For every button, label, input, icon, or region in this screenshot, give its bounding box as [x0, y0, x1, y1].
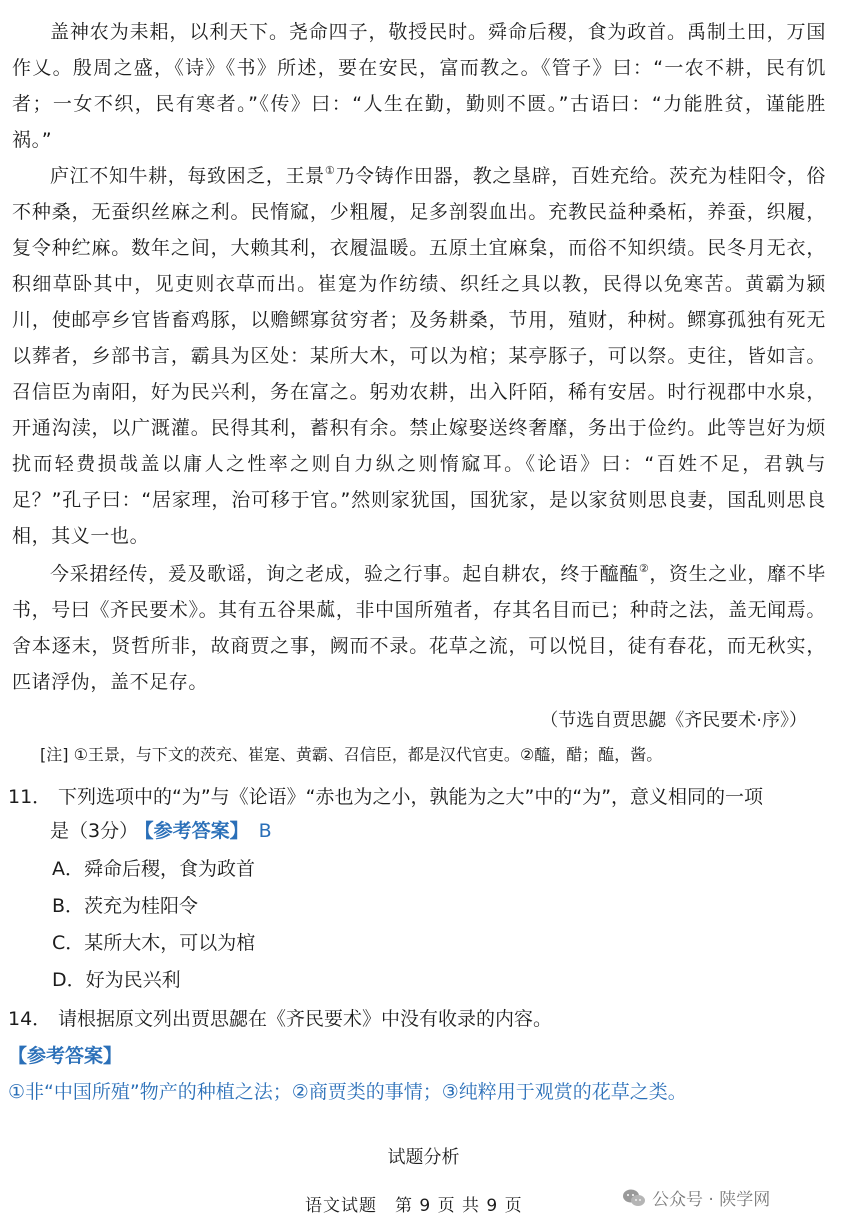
option-b: B．茨充为桂阳令 [52, 895, 199, 917]
answer-label [8, 1039, 122, 1073]
answer-value: B [258, 820, 272, 842]
passage-paragraph-2 [12, 158, 826, 554]
passage-text: 乃令铸作田器，教之垦辟，百姓充给。茨充为桂阳令，俗不种桑，无蚕织丝麻之利。民惰窳，少粗履，足多剖裂血出。充教民益种桑柘，养蚕，织履，复令种纻麻。数年之间，大赖其利，衣履温暖。五原土宜麻枲，而俗不知织绩。民冬月无衣，积细草卧其中，见吏则衣草而出。崔寔为作纺绩、织纴之具以教，民得以免寒苦。黄霸为颍川，使邮亭乡官皆畜鸡豚，以赡鳏寡贫穷者；及务耕桑，节用，殖财，种树。鳏寡孤独有死无以葬者，乡部书言，霸具为区处：某所大木，可以为棺；某亭豚子，可以祭。吏往，皆如言。召信臣为南阳，好为民兴利，务在富之。躬劝农耕，出入阡陌，稀有安居。时行视郡中水泉，开通沟渎，以广溉灌。民得其利，蓄积有余。禁止嫁娶送终奢靡，务出于俭约。此等岂好为烦扰而轻费损哉盖以庸人之性率之则自力纵之则惰窳耳。《论语》曰：“百姓不足，君孰与足？”孔子曰：“居家理，治可移于官。”然则家犹国，国犹家，是以家贫则思良妻，国乱则思良相，其义一也。 [12, 165, 826, 547]
answer-text: ①非“中国所殖”物产的种植之法；②商贾类的事情；③纯粹用于观赏的花草之类。 [8, 1081, 687, 1103]
question-text: 是（3分） [50, 820, 139, 842]
answer-label: 【参考答案】 [144, 820, 249, 842]
passage-note: [注] ①王景，与下文的茨充、崔寔、黄霸、召信臣，都是汉代官吏。②醯，醋；醢，酱。 [40, 745, 663, 764]
passage-text: 今采捃经传，爰及歌谣，询之老成，验之行事。起自耕农，终于醯醢 [50, 563, 639, 585]
watermark [622, 1185, 770, 1210]
passage-text: 盖神农为耒耜，以利天下。尧命四子，敬授民时。舜命后稷，食为政首。禹制土田，万国作乂。殷周之盛，《诗》《书》所述，要在安民，富而教之。《管子》曰：“一农不耕，民有饥者；一女不织，民有寒者。”《传》曰：“人生在勤，勤则不匮。”古语曰：“力能胜贫，谨能胜祸。” [12, 21, 826, 151]
question-number: 14． [8, 1008, 52, 1030]
passage-source: （节选自贾思勰《齐民要术·序》） [540, 710, 807, 731]
question-text: 请根据原文列出贾思勰在《齐民要术》中没有收录的内容。 [58, 1008, 553, 1030]
passage-text: ，资生之业，靡不毕书，号曰《齐民要术》。其有五谷果蓏，非中国所殖者，存其名目而已；种莳之法，盖无闻焉。舍本逐末，贤哲所非，故商贾之事，阙而不录。花草之流，可以悦目，徒有春花，而无秋实，匹诸浮伪，盖不足存。 [12, 563, 826, 693]
passage-text: 庐江不知牛耕，每致困乏，王景 [50, 165, 325, 187]
wechat-icon [622, 1188, 646, 1208]
question-11 [8, 780, 828, 848]
question-14 [8, 1002, 828, 1036]
passage-paragraph-1 [12, 14, 826, 158]
analysis-heading: 试题分析 [387, 1147, 460, 1168]
option-d: D．好为民兴利 [52, 969, 181, 991]
question-text: 下列选项中的“为”与《论语》“赤也为之小，孰能为之大”中的“为”，意义相同的一项 [58, 786, 764, 808]
page-footer: 语文试题 第 9 页 共 9 页 [305, 1196, 523, 1216]
option-a: A．舜命后稷，食为政首 [52, 858, 255, 880]
watermark-text: 公众号 · 陕学网 [652, 1190, 771, 1210]
passage-paragraph-3 [12, 556, 826, 700]
answer-label-text: 【参考答案】 [8, 1045, 123, 1067]
footnote-marker: ② [638, 562, 650, 575]
option-c: C．某所大木，可以为棺 [52, 932, 256, 954]
question-number: 11． [8, 786, 52, 808]
footnote-marker: ① [324, 164, 336, 177]
